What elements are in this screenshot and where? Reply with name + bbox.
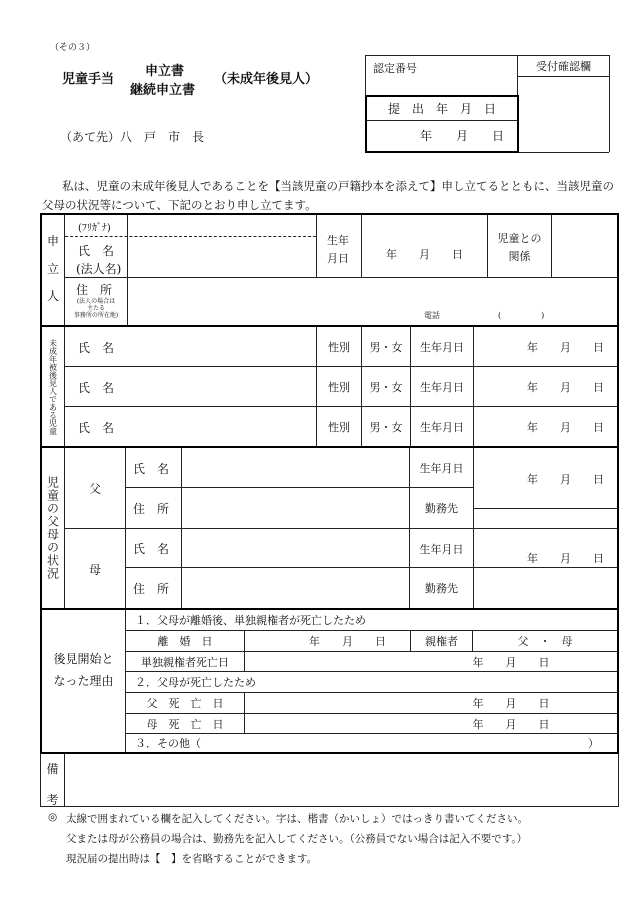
reason-item-3-close: ） (588, 737, 599, 750)
applicant-label-char: 申 (46, 234, 59, 248)
grid-line (551, 215, 552, 277)
father-birth-label: 生年月日 (419, 462, 464, 475)
submit-date-label: 提 出 年 月 日 (387, 102, 496, 116)
child-name-label: 氏 名 (78, 421, 115, 435)
child-sex-label: 性別 (328, 380, 350, 394)
birth-label: 月日 (327, 252, 349, 265)
mother-work-label: 勤務先 (425, 582, 458, 595)
submit-date-field[interactable]: 年 月 日 (420, 129, 505, 143)
mother-name-field[interactable] (183, 530, 408, 566)
child-birth-field[interactable]: 年 月 日 (527, 340, 604, 354)
child-birth-label: 生年月日 (420, 380, 464, 394)
grid-line (127, 278, 128, 325)
furigana-label: (ﾌﾘｶﾞﾅ) (78, 223, 111, 234)
phone-field[interactable]: ( ) (498, 311, 545, 320)
applicant-address-field[interactable] (129, 279, 615, 309)
other-reason-field[interactable] (215, 735, 585, 751)
sole-death-field[interactable]: 年 月 日 (472, 655, 550, 669)
custody-field[interactable]: 父 ・ 母 (517, 635, 573, 648)
father-label: 父 (88, 482, 101, 496)
sole-death-label: 単独親権者死亡日 (141, 655, 229, 669)
reason-item-2: ２．父母が死亡したため (135, 676, 256, 689)
mother-label: 母 (88, 562, 101, 577)
child-name-field[interactable] (129, 408, 315, 445)
bold-border (40, 752, 619, 754)
child-sex-field[interactable]: 男・女 (369, 420, 403, 434)
section-divider (40, 446, 619, 448)
grid-line (65, 236, 316, 237)
children-section-label (42, 330, 64, 444)
child-name-field[interactable] (129, 368, 315, 405)
grid-line (316, 215, 317, 277)
grid-line (487, 215, 488, 277)
box-border (609, 55, 610, 152)
grid-line (65, 277, 617, 278)
grid-line (65, 366, 617, 367)
children-section-text: 未成年被後見人である児童 (48, 339, 58, 435)
reason-label: 後見開始と (53, 652, 114, 666)
applicant-address-label: 住 所 (76, 283, 113, 297)
doc-title: 児童手当 (62, 72, 115, 87)
grid-line (40, 806, 619, 807)
mother-birth-field[interactable]: 年 月 日 (527, 552, 604, 565)
applicant-label-char: 立 (46, 261, 59, 276)
intro-line-2: 父母の状況等について、下記のとおり申し立てます。 (42, 198, 317, 212)
reason-item-3: ３．その他（ (135, 737, 201, 750)
grid-line (64, 327, 65, 446)
note-mark: ◎ (48, 811, 58, 823)
grid-line (618, 754, 619, 806)
custody-label: 親権者 (425, 635, 458, 648)
father-address-label: 住 所 (133, 501, 170, 516)
remarks-label (41, 760, 64, 808)
parents-section-text: 児童の父母の状況 (45, 476, 60, 580)
grid-line (125, 487, 473, 488)
mother-death-label: 母 死 亡 日 (146, 717, 224, 731)
child-name-label: 氏 名 (78, 341, 115, 355)
box-border (365, 55, 366, 95)
mother-death-field[interactable]: 年 月 日 (472, 717, 550, 731)
father-name-field[interactable] (183, 449, 408, 486)
recipient: （あて先）八 戸 市 長 (60, 130, 205, 144)
furigana-field[interactable] (129, 216, 315, 235)
bold-border (365, 151, 519, 153)
child-birth-field[interactable]: 年 月 日 (527, 420, 604, 434)
grid-line (64, 754, 65, 806)
father-name-label: 氏 名 (133, 461, 170, 476)
reason-label: なった理由 (53, 674, 114, 688)
applicant-name-field[interactable] (129, 238, 315, 276)
grid-line (65, 528, 617, 529)
corp-name-label: (法人名) (76, 262, 122, 276)
mother-work-field[interactable] (475, 569, 616, 607)
child-sex-label: 性別 (328, 340, 350, 354)
apply-title-1: 申立書 (145, 64, 185, 79)
receipt-label: 受付確認欄 (536, 60, 591, 73)
divorce-date-label: 離 婚 日 (157, 635, 213, 648)
box-border (517, 152, 609, 153)
remarks-label-char: 備 (46, 762, 59, 776)
receipt-stamp-field[interactable] (519, 78, 608, 151)
father-death-field[interactable]: 年 月 日 (472, 697, 550, 710)
child-birth-field[interactable]: 年 月 日 (527, 380, 604, 394)
parents-section-label (42, 450, 64, 606)
child-sex-field[interactable]: 男・女 (369, 340, 403, 354)
child-birth-label: 生年月日 (420, 340, 464, 354)
applicant-label-char: 人 (46, 289, 59, 303)
father-work-label: 勤務先 (425, 502, 458, 515)
form-number: （その３） (50, 43, 96, 53)
child-sex-field[interactable]: 男・女 (369, 380, 403, 394)
applicant-birth-field[interactable]: 年 月 日 (386, 248, 463, 261)
mother-birth-label: 生年月日 (419, 542, 464, 556)
remarks-field[interactable] (66, 756, 616, 804)
apply-title-2: 継続申立書 (130, 83, 196, 98)
note-line-2: 父または母が公務員の場合は、勤務先を記入してください。（公務員でない場合は記入不要です。） (66, 833, 528, 845)
relation-label: 関係 (508, 250, 531, 263)
remarks-label-char: 考 (46, 793, 59, 807)
note-line-1: 太線で囲まれている欄を記入してください。字は、楷書（かいしょ）ではっきり書いてください。 (66, 813, 528, 825)
father-death-label: 父 死 亡 日 (146, 697, 224, 710)
child-name-field[interactable] (129, 328, 315, 365)
mother-address-label: 住 所 (133, 581, 170, 596)
grid-line (127, 215, 128, 277)
relation-label: 児童との (497, 232, 542, 245)
cert-number-field[interactable] (367, 70, 515, 94)
cert-number-label: 認定番号 (373, 62, 417, 75)
child-birth-label: 生年月日 (420, 420, 464, 434)
intro-line-1: 私は、児童の未成年後見人であることを【当該児童の戸籍抄本を添えて】申し立てるとともに、当該児童の (62, 179, 614, 193)
grid-line (65, 406, 617, 407)
grid-line (473, 508, 617, 509)
doc-subtitle: （未成年後見人） (214, 72, 319, 87)
bold-border (617, 213, 619, 754)
mother-name-label: 氏 名 (133, 542, 170, 556)
applicant-name-label: 氏 名 (78, 244, 115, 258)
child-name-label: 氏 名 (78, 381, 115, 395)
note-line-3: 現況届の提出時は【 】を省略することができます。 (66, 853, 318, 865)
divorce-date-field[interactable]: 年 月 日 (309, 635, 386, 648)
reason-item-1: １．父母が離婚後、単独親権者が死亡したため (135, 614, 366, 627)
father-birth-field[interactable]: 年 月 日 (527, 473, 604, 486)
relation-field[interactable] (553, 216, 616, 276)
applicant-section-label (42, 232, 64, 304)
address-note: (法人の場合は 主たる 事務所の所在地) (73, 298, 119, 319)
child-sex-label: 性別 (328, 420, 350, 434)
section-divider (40, 325, 619, 327)
box-border (517, 76, 609, 77)
phone-label: 電話 (424, 311, 440, 320)
birth-label: 生年 (327, 234, 349, 247)
bold-border (517, 95, 519, 153)
box-border (367, 120, 517, 121)
father-address-field[interactable] (183, 489, 408, 527)
mother-address-field[interactable] (183, 569, 408, 607)
father-work-field[interactable] (475, 510, 616, 527)
